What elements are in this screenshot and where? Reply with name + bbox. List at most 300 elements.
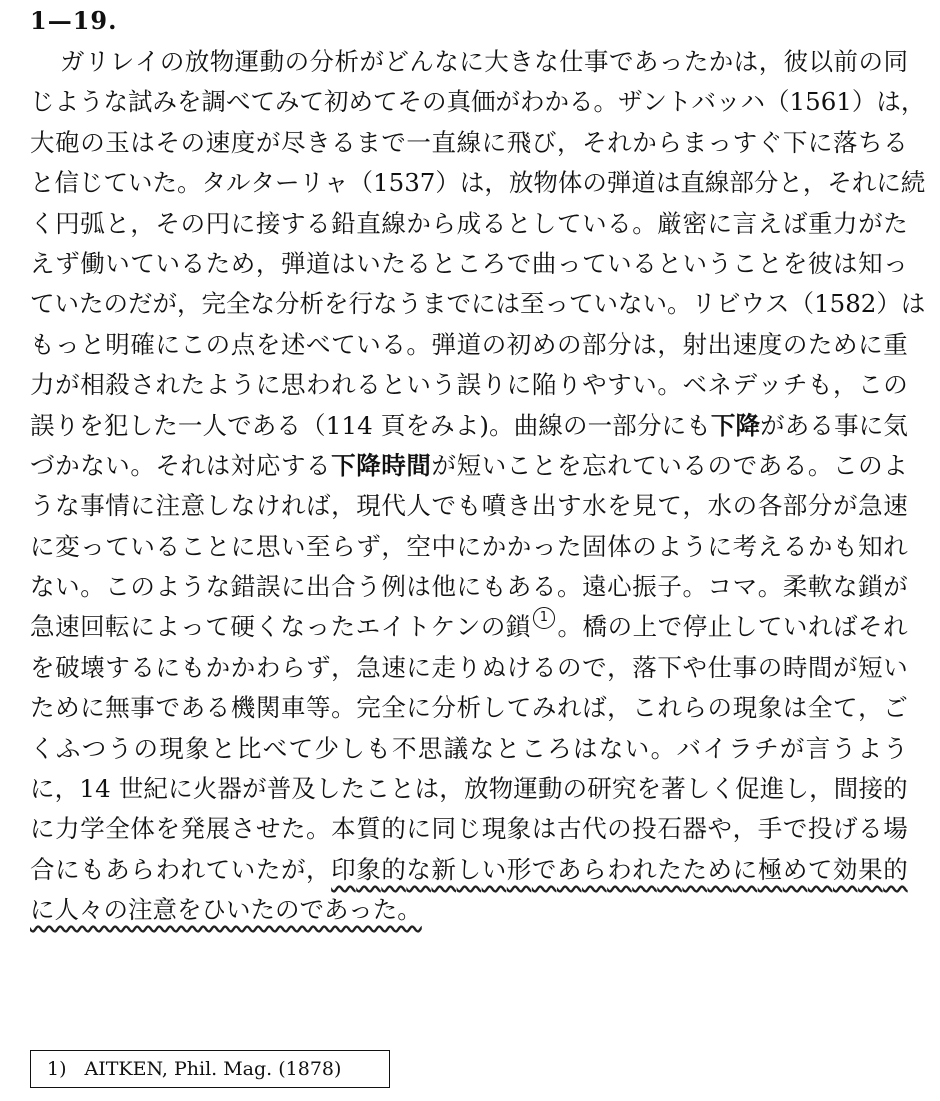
text-char: 等: [306, 693, 331, 723]
text-char: っ: [883, 248, 908, 278]
text-char: 殺: [105, 370, 130, 400]
text-char: 出: [707, 329, 733, 359]
text-char: う: [883, 733, 908, 763]
text-char: る: [569, 87, 594, 117]
text-char: に: [471, 289, 496, 319]
text-char: ス: [765, 289, 790, 319]
text-char: 。: [757, 572, 783, 602]
text-char: っ: [305, 612, 331, 642]
text-char: （: [789, 289, 814, 319]
text-char: の: [883, 370, 908, 400]
text-char: 分: [607, 329, 632, 359]
text-char: 人: [406, 491, 431, 521]
text-char: 。: [632, 208, 657, 238]
text-char: な: [230, 491, 256, 521]
text-char: 対: [230, 450, 256, 480]
text-char: ん: [409, 47, 434, 76]
text-char: 全: [381, 693, 406, 723]
text-char: 析: [456, 693, 482, 723]
text-char: 点: [230, 329, 256, 359]
text-char: 鉛: [331, 208, 356, 238]
text-char: 本: [331, 814, 356, 844]
text-char: ，: [809, 774, 834, 804]
text-char: 射: [682, 329, 707, 359]
text-char: わ: [255, 652, 281, 682]
text-char: 析: [299, 289, 324, 319]
text-char: 噴: [481, 491, 507, 521]
text-char: け: [506, 652, 532, 682]
text-char: 固: [582, 531, 607, 561]
text-char: 言: [805, 733, 831, 763]
text-line: [30, 890, 908, 930]
text-char: の: [480, 612, 506, 642]
text-char: れ: [607, 127, 632, 157]
text-char: 放: [508, 168, 534, 198]
text-char: な: [534, 47, 559, 76]
text-char: ，: [858, 693, 883, 723]
text-char: い: [481, 450, 507, 480]
text-char: 事: [130, 693, 155, 723]
text-char: い: [356, 329, 381, 359]
text-char: 注: [155, 491, 180, 521]
text-char: 動: [537, 774, 563, 804]
text-char: 落: [833, 127, 858, 157]
text-char: 初: [324, 87, 349, 117]
text-char: に: [406, 652, 431, 682]
text-char: 短: [858, 652, 883, 682]
text-char: れ: [155, 370, 180, 400]
text-char: 直: [356, 208, 381, 238]
text-char: ル: [226, 168, 251, 198]
text-char: 確: [130, 329, 155, 359]
text-char: で: [782, 814, 808, 844]
text-char: し: [784, 774, 809, 804]
text-char: れ: [807, 612, 833, 642]
text-char: 降: [356, 450, 381, 480]
text-char: 陥: [531, 370, 557, 400]
text-char: 停: [682, 612, 708, 642]
text-line: [30, 648, 908, 688]
text-char: リ: [84, 47, 110, 76]
text-char: て: [657, 491, 682, 521]
text-char: ろ: [547, 733, 572, 763]
text-char: 線: [381, 208, 406, 238]
text-char: 。: [650, 733, 676, 763]
text-char: に: [155, 329, 180, 359]
text-char: [373, 406, 381, 446]
text-char: う: [356, 572, 381, 602]
text-char: 少: [314, 733, 339, 763]
text-char: 現: [481, 814, 507, 844]
text-char: ，: [255, 248, 281, 278]
text-char: に: [280, 572, 306, 602]
text-char: 的: [883, 774, 908, 804]
text-char: 度: [230, 127, 256, 157]
text-char: ，: [484, 168, 509, 198]
text-char: の: [205, 329, 231, 359]
text-char: し: [128, 410, 154, 440]
text-char: 短: [456, 450, 482, 480]
text-char: あ: [633, 47, 659, 76]
text-char: 変: [55, 531, 80, 561]
text-char: る: [883, 127, 908, 157]
text-char: 無: [105, 693, 130, 723]
text-char: べ: [226, 87, 251, 117]
text-char: れ: [632, 854, 657, 884]
text-char: べ: [306, 329, 331, 359]
text-char: こ: [632, 693, 657, 723]
text-char: い: [128, 168, 153, 198]
text-char: ，: [439, 774, 464, 804]
text-char: ら: [280, 652, 306, 682]
text-char: 出: [306, 572, 331, 602]
text-char: の: [632, 531, 657, 561]
text-char: 2: [860, 289, 877, 319]
text-char: な: [598, 733, 624, 763]
text-char: は: [531, 814, 557, 844]
text-char: て: [506, 693, 532, 723]
text-char: と: [657, 248, 682, 278]
text-char: 質: [356, 814, 381, 844]
text-char: わ: [607, 854, 632, 884]
text-char: た: [30, 693, 55, 723]
text-char: 走: [431, 652, 456, 682]
text-char: 著: [661, 774, 686, 804]
text-char: ば: [582, 693, 607, 723]
text-char: 。: [682, 572, 707, 602]
text-char: を: [79, 410, 104, 440]
text-char: て: [30, 289, 55, 319]
text-line: [30, 850, 908, 890]
text-char: さ: [130, 370, 155, 400]
text-char: る: [782, 450, 808, 480]
text-line: [30, 527, 908, 567]
text-char: 全: [105, 814, 130, 844]
text-char: り: [54, 410, 80, 440]
text-char: そ: [155, 208, 180, 238]
text-line: [30, 688, 908, 728]
text-char: の: [556, 329, 582, 359]
text-char: わ: [155, 854, 180, 884]
text-char: を: [405, 410, 430, 440]
footnote-text: AITKEN, Phil. Mag. (1878): [84, 1058, 342, 1080]
text-char: せ: [255, 814, 281, 844]
text-char: る: [331, 127, 356, 157]
text-line: [30, 163, 926, 203]
text-char: が: [255, 127, 281, 157]
text-char: 子: [657, 572, 682, 602]
text-char: は: [733, 47, 759, 76]
text-char: よ: [155, 572, 180, 602]
text-char: ば: [306, 491, 331, 521]
text-char: も: [30, 329, 55, 359]
text-char: い: [406, 370, 431, 400]
text-char: め: [348, 87, 373, 117]
text-char: こ: [833, 450, 858, 480]
text-char: 合: [30, 854, 55, 884]
text-char: つ: [81, 733, 107, 763]
text-char: で: [446, 289, 471, 319]
text-char: 1: [789, 87, 806, 117]
text-char: も: [180, 652, 206, 682]
text-char: イ: [380, 612, 406, 642]
text-char: 関: [255, 693, 281, 723]
text-char: い: [230, 854, 256, 884]
text-char: な: [280, 612, 305, 642]
text-char: っ: [80, 531, 105, 561]
text-char: ウ: [740, 289, 765, 319]
text-char: 橋: [582, 612, 608, 642]
text-char: か: [544, 87, 569, 117]
text-char: て: [130, 248, 155, 278]
text-char: て: [757, 612, 783, 642]
text-char: い: [607, 248, 632, 278]
text-char: の: [563, 410, 588, 440]
text-char: 線: [704, 168, 730, 198]
text-char: に: [130, 612, 155, 642]
text-char: の: [582, 168, 607, 198]
text-char: と: [211, 733, 236, 763]
text-char: 線: [538, 410, 563, 440]
text-char: 心: [607, 572, 632, 602]
text-char: 8: [845, 289, 861, 319]
text-char: 研: [587, 774, 612, 804]
text-char: 意: [180, 491, 206, 521]
text-char: か: [506, 531, 532, 561]
text-char: し: [205, 491, 231, 521]
text-char: ッ: [757, 370, 783, 400]
text-char: 下: [782, 127, 808, 157]
text-char: タ: [250, 168, 275, 198]
text-char: 急: [858, 491, 883, 521]
text-char: た: [556, 531, 582, 561]
text-char: の: [103, 289, 128, 319]
text-char: か: [632, 127, 657, 157]
text-char: れ: [331, 370, 356, 400]
text-char: と: [80, 329, 105, 359]
text-char: マ: [732, 572, 758, 602]
text-char: し: [316, 774, 341, 804]
text-char: て: [205, 854, 231, 884]
text-char: き: [509, 47, 534, 76]
text-char: に: [30, 814, 55, 844]
text-char: 述: [280, 329, 306, 359]
text-char: う: [230, 370, 256, 400]
text-char: い: [883, 652, 908, 682]
text-char: げ: [833, 814, 858, 844]
text-char: も: [366, 733, 391, 763]
text-char: ，: [682, 491, 707, 521]
text-char: デ: [732, 370, 758, 400]
text-char: と: [389, 774, 415, 804]
text-char: 古: [556, 814, 582, 844]
text-char: 4: [357, 410, 373, 440]
text-char: 以: [808, 47, 834, 76]
text-char: な: [373, 289, 398, 319]
text-char: 壊: [80, 652, 105, 682]
text-char: 部: [612, 410, 637, 440]
text-char: が: [280, 854, 306, 884]
text-segment: に人々の注意をひいたのであった。: [30, 895, 422, 925]
text-char: ，: [54, 774, 80, 804]
text-char: ぬ: [481, 652, 507, 682]
text-char: 続: [900, 168, 926, 198]
text-char: こ: [365, 774, 390, 804]
text-char: か: [481, 531, 507, 561]
text-char: り: [456, 652, 482, 682]
text-char: い: [356, 248, 381, 278]
text-char: 遠: [582, 572, 607, 602]
text-char: 価: [471, 87, 496, 117]
text-char: え: [757, 531, 783, 561]
text-char: あ: [784, 410, 810, 440]
text-char: ト: [667, 87, 692, 117]
text-char: 誤: [255, 572, 281, 602]
text-char: ご: [883, 693, 908, 723]
text-char: す: [105, 652, 130, 682]
text-char: 紀: [143, 774, 168, 804]
text-char: と: [205, 531, 231, 561]
text-char: は: [876, 87, 901, 117]
text-char: そ: [155, 127, 180, 157]
text-char: ，: [556, 127, 582, 157]
text-char: 全: [226, 289, 251, 319]
text-char: ま: [682, 127, 707, 157]
text-char: 弾: [431, 329, 456, 359]
text-char: 。: [306, 814, 331, 844]
text-char: 見: [632, 491, 657, 521]
text-char: 忘: [582, 450, 607, 480]
text-char: 1: [79, 774, 95, 804]
text-char: こ: [521, 733, 546, 763]
text-line: [30, 809, 908, 849]
text-char: る: [607, 208, 632, 238]
text-line: [30, 42, 908, 82]
text-char: ）: [435, 168, 460, 198]
text-char: で: [155, 693, 180, 723]
text-char: え: [30, 248, 55, 278]
text-char: ト: [405, 612, 431, 642]
text-char: 一: [587, 410, 613, 440]
text-char: 急: [30, 612, 55, 642]
text-char: た: [381, 248, 406, 278]
text-char: る: [180, 248, 206, 278]
text-char: れ: [883, 531, 908, 561]
text-char: 。: [593, 87, 618, 117]
text-char: う: [682, 531, 707, 561]
text-char: 運: [513, 774, 538, 804]
text-char: 応: [255, 450, 281, 480]
text-char: ，: [802, 168, 828, 198]
text-char: た: [340, 774, 366, 804]
text-char: 展: [205, 814, 231, 844]
text-char: ，: [900, 87, 926, 117]
text-char: 道: [306, 248, 331, 278]
text-char: も: [807, 370, 833, 400]
text-char: て: [632, 450, 657, 480]
text-char: に: [30, 774, 55, 804]
text-char: あ: [180, 693, 206, 723]
text-char: い: [642, 289, 667, 319]
text-char: て: [250, 87, 275, 117]
text-char: り: [481, 370, 507, 400]
text-char: で: [657, 612, 683, 642]
text-char: い: [105, 450, 130, 480]
text-line: [30, 204, 908, 244]
text-char: か: [406, 208, 431, 238]
text-char: の: [180, 208, 206, 238]
text-char: れ: [556, 693, 582, 723]
text-char: と: [431, 248, 456, 278]
text-char: 他: [431, 572, 456, 602]
text-char: 完: [356, 693, 381, 723]
text-char: く: [30, 733, 55, 763]
text-char: る: [155, 531, 180, 561]
text-char: 働: [80, 248, 105, 278]
text-char: で: [732, 450, 758, 480]
text-line: [30, 244, 908, 284]
text-char: 仕: [707, 652, 733, 682]
text-char: 回: [80, 612, 105, 642]
text-char: る: [782, 531, 808, 561]
text-char: は: [573, 733, 598, 763]
text-char: 形: [506, 854, 532, 884]
text-char: 。: [406, 329, 431, 359]
text-char: 分: [753, 168, 779, 198]
text-char: と: [381, 370, 406, 400]
text-char: 下: [657, 652, 682, 682]
text-char: 曲: [513, 410, 539, 440]
text-char: る: [682, 450, 707, 480]
text-char: し: [481, 693, 507, 723]
text-char: 柔: [782, 572, 808, 602]
text-char: ら: [582, 854, 607, 884]
text-char: 力: [55, 814, 80, 844]
text-char: 動: [259, 47, 285, 76]
text-char: み: [275, 87, 300, 117]
text-char: 発: [180, 814, 206, 844]
text-char: 促: [735, 774, 760, 804]
text-char: 石: [657, 814, 682, 844]
text-char: 力: [30, 370, 55, 400]
text-char: か: [807, 531, 833, 561]
text-char: 知: [858, 531, 883, 561]
text-char: わ: [520, 87, 545, 117]
text-char: は: [406, 572, 431, 602]
text-char: 象: [356, 854, 381, 884]
text-char: に: [876, 168, 901, 198]
text-char: 錯: [230, 572, 256, 602]
text-char: 1: [373, 168, 389, 198]
text-char: を: [255, 329, 281, 359]
text-char: ろ: [481, 248, 507, 278]
text-char: て: [807, 854, 833, 884]
text-char: そ: [827, 168, 852, 198]
text-char: の: [133, 733, 158, 763]
text-char: 振: [632, 572, 657, 602]
text-char: 厳: [657, 208, 682, 238]
text-char: 投: [632, 814, 657, 844]
text-char: る: [531, 572, 557, 602]
text-char: び: [531, 127, 557, 157]
text-char: ，: [331, 491, 356, 521]
text-char: ず: [55, 248, 80, 278]
text-char: 至: [520, 289, 545, 319]
text-char: た: [205, 248, 231, 278]
text-char: 合: [331, 572, 356, 602]
text-char: な: [250, 289, 275, 319]
text-char: よ: [657, 531, 682, 561]
